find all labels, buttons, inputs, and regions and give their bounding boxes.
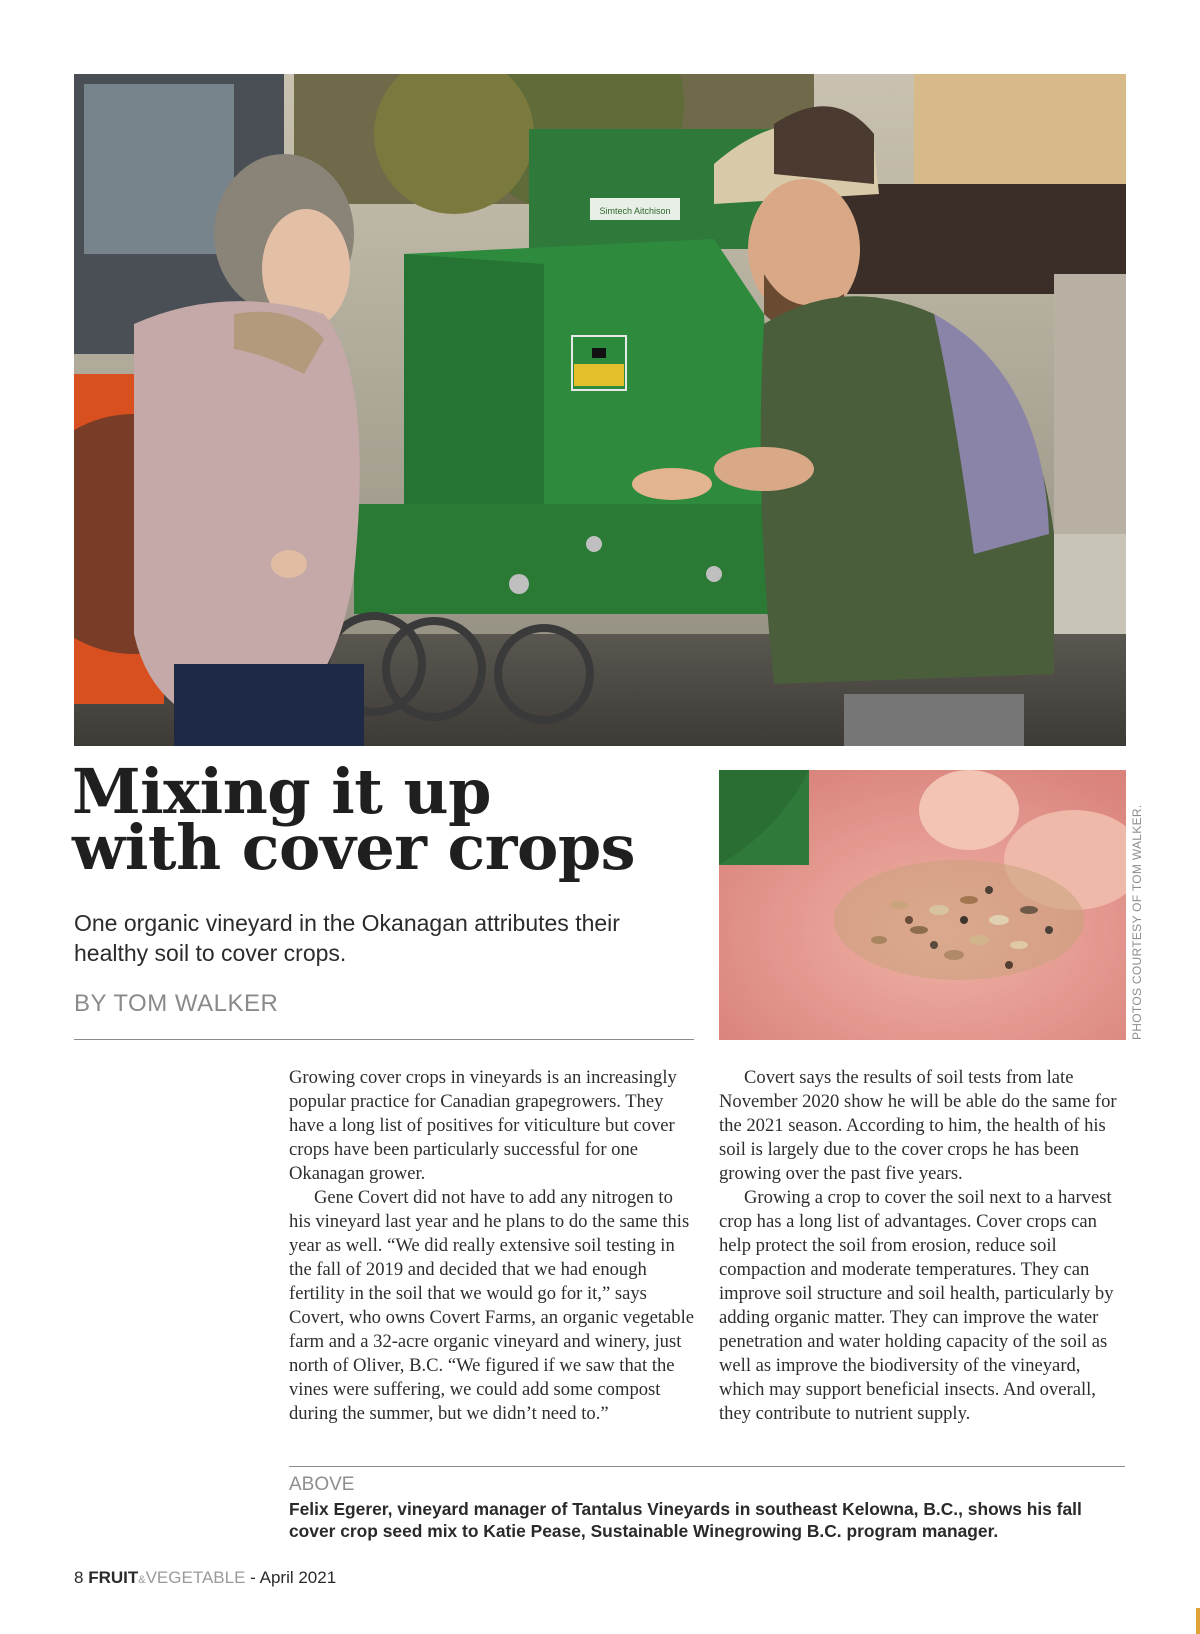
seed-photo <box>719 770 1126 1040</box>
body-paragraph: Growing cover crops in vineyards is an increasingly popular practice for Canadian grapegrowers. They have a long list of positives for viticulture but cover crops have been particularly successful for one Okanagan grower. <box>289 1067 677 1184</box>
issue-date: April 2021 <box>259 1568 337 1587</box>
hero-photo <box>74 74 1126 746</box>
page-footer <box>74 1568 336 1588</box>
body-paragraph: Covert says the results of soil tests from late November 2020 show he will be able do the same for the 2021 season. According to him, the health of his soil is largely due to the cover crops he has been growing over the past five years. <box>719 1067 1117 1184</box>
caption-divider <box>289 1466 1125 1467</box>
caption-label: ABOVE <box>289 1474 355 1495</box>
seed-pile <box>834 860 1084 980</box>
seed-photo-illustration <box>719 770 1126 1040</box>
page-number: 8 <box>74 1568 84 1587</box>
caption-text: Felix Egerer, vineyard manager of Tantalus Vineyards in southeast Kelowna, B.C., shows his fall cover crop seed mix to Katie Pease, Sustainable Winegrowing B.C. program manager. <box>289 1499 1082 1541</box>
body-column-right <box>719 1066 1129 1426</box>
article-byline: BY TOM WALKER <box>74 990 279 1017</box>
headline-divider <box>74 1039 694 1040</box>
headline-line-1: Mixing it up <box>72 755 491 828</box>
footer-separator: - <box>245 1568 260 1587</box>
body-column-left <box>289 1066 699 1426</box>
headline-line-2: with cover crops <box>72 811 636 884</box>
body-paragraph: Growing a crop to cover the soil next to a harvest crop has a long list of advantages. Cover crops can help protect the soil from erosion, reduce soil compaction and moderate temperatures. They can improve soil structure and soil health, particularly by adding organic matter. They can improve the water penetration and water holding capacity of the soil as well as improve the biodiversity of the vineyard, which may support beneficial insects. And overall, they contribute to nutrient supply. <box>719 1187 1114 1424</box>
hero-photo-illustration <box>74 74 1126 746</box>
article-deck: One organic vineyard in the Okanagan attributes their healthy soil to cover crops. <box>74 910 620 966</box>
magazine-name-vegetable: VEGETABLE <box>145 1568 246 1587</box>
page-edge-tab <box>1196 1608 1200 1634</box>
machine-sign-text: Simtech Aitchison <box>599 206 671 216</box>
magazine-name-ampersand: & <box>138 1574 146 1586</box>
magazine-name-fruit: FRUIT <box>88 1568 139 1587</box>
article-headline <box>72 755 712 884</box>
body-paragraph: Gene Covert did not have to add any nitrogen to his vineyard last year and he plans to do the same this year as well. “We did really extensive soil testing in the fall of 2019 and decided that we had enough fertility in the soil that we would go for it,” says Covert, who owns Covert Farms, an organic vegetable farm and a 32-acre organic vineyard and winery, just north of Oliver, B.C. “We figured if we saw that the vines were suffering, we could add some compost during the summer, but we didn’t need to.” <box>289 1187 695 1424</box>
photo-credit: PHOTOS COURTESY OF TOM WALKER. <box>1130 804 1144 1040</box>
